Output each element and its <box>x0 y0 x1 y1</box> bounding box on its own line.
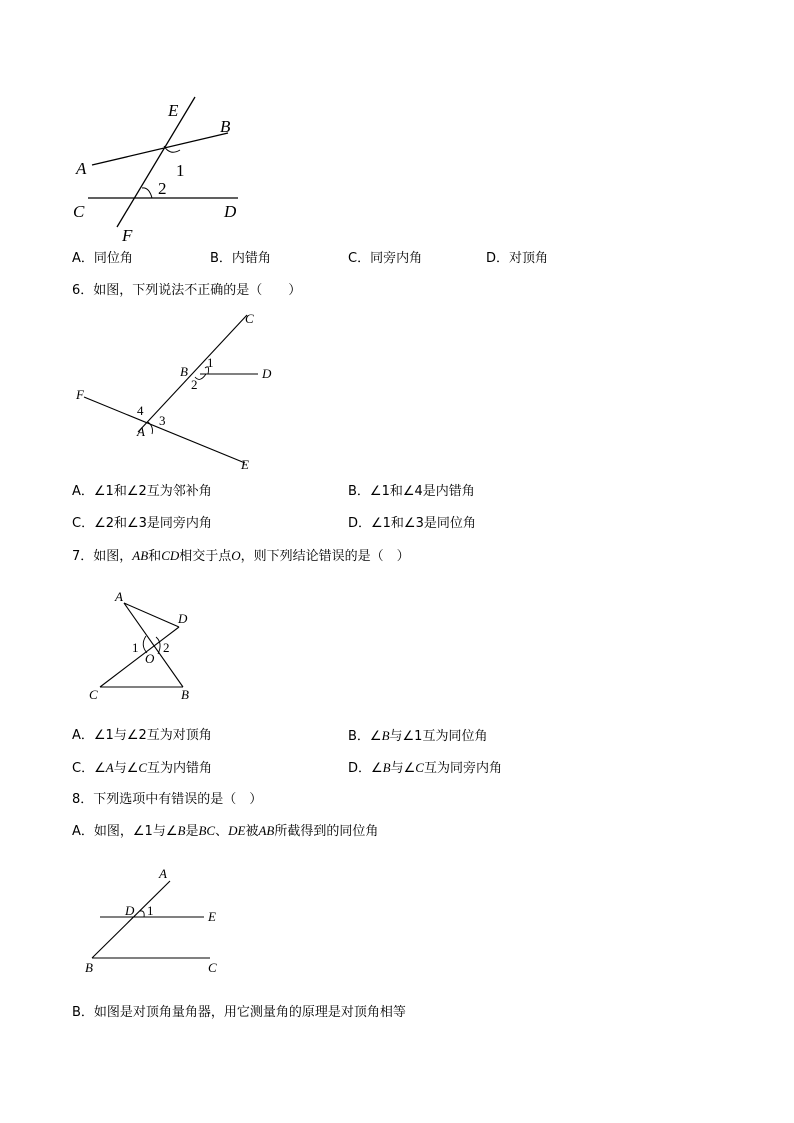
q6-figure <box>70 305 290 475</box>
label-C: C <box>89 687 98 702</box>
q7-option-c[interactable] <box>72 760 212 777</box>
label-E: E <box>208 909 216 924</box>
q8-stem: 8．下列选项中有错误的是（ ） <box>72 792 263 807</box>
label-B: B <box>220 117 231 136</box>
q8-a-AB: AB <box>258 823 275 838</box>
q7-figure <box>80 585 210 705</box>
q5-option-b[interactable]: B．内错角 <box>210 251 271 266</box>
q7-stem-part2: 和 <box>148 549 162 564</box>
q8-a-text4: 被 <box>245 824 259 839</box>
q7-b-B: B <box>381 728 390 743</box>
q7-b-text2: 与∠1互为同位角 <box>389 729 488 744</box>
q8-a-text2: 是 <box>185 824 199 839</box>
q7-c-A: A <box>105 760 114 775</box>
q8-a-text3: 、 <box>215 824 229 839</box>
q6-option-d[interactable]: D．∠1和∠3是同位角 <box>348 516 476 531</box>
label-D: D <box>224 202 237 221</box>
label-A: A <box>115 589 123 604</box>
label-2: 2 <box>158 179 167 198</box>
label-O: O <box>145 651 155 666</box>
q5-option-d[interactable]: D．对顶角 <box>486 251 549 266</box>
q8-figure <box>80 865 230 980</box>
q5-option-c[interactable]: C．同旁内角 <box>348 251 423 266</box>
q6-option-a[interactable]: A．∠1和∠2互为邻补角 <box>72 484 212 499</box>
q5-figure <box>60 90 260 250</box>
q7-stem-part4: ，则下列结论错误的是（ ） <box>240 549 410 564</box>
label-C: C <box>208 960 217 975</box>
label-A: A <box>76 159 87 178</box>
q7-option-b[interactable] <box>348 728 487 745</box>
q7-b-text1: B．∠ <box>348 729 382 744</box>
q7-d-text3: 互为同旁内角 <box>423 761 502 776</box>
label-F: F <box>122 226 133 245</box>
label-F: F <box>76 387 84 402</box>
q7-stem-part1: 7．如图， <box>72 549 133 564</box>
q7-c-text3: 互为内错角 <box>147 761 213 776</box>
label-B: B <box>85 960 93 975</box>
q8-a-B: B <box>177 823 186 838</box>
q7-stem-CD: CD <box>161 548 180 563</box>
angle-1-arc <box>140 911 144 917</box>
q7-option-a[interactable] <box>72 728 212 744</box>
q7-c-text2: 与∠ <box>113 761 139 776</box>
q7-a-text: A．∠1与∠2互为对顶角 <box>72 728 212 743</box>
q6-stem: 6．如图，下列说法不正确的是（ ） <box>72 283 302 298</box>
label-4: 4 <box>137 403 144 418</box>
q7-d-text2: 与∠ <box>390 761 416 776</box>
label-B: B <box>180 364 188 379</box>
line-AB <box>92 881 170 958</box>
label-D: D <box>125 903 135 918</box>
q7-d-C: C <box>415 760 424 775</box>
label-C: C <box>73 202 85 221</box>
q6-option-b[interactable]: B．∠1和∠4是内错角 <box>348 484 475 499</box>
line-FE <box>84 397 245 463</box>
label-C: C <box>245 311 254 326</box>
q7-stem <box>72 548 410 565</box>
q8-option-b[interactable]: B．如图是对顶角量角器，用它测量角的原理是对顶角相等 <box>72 1005 406 1020</box>
q7-c-text1: C．∠ <box>72 761 106 776</box>
label-A: A <box>159 866 167 881</box>
angle-2-arc <box>142 188 152 198</box>
q6-option-c[interactable]: C．∠2和∠3是同旁内角 <box>72 516 212 531</box>
label-A: A <box>137 424 145 439</box>
label-E: E <box>241 457 249 472</box>
label-1: 1 <box>132 640 139 655</box>
line-AB <box>92 133 228 165</box>
label-2: 2 <box>163 640 170 655</box>
q7-d-text1: D．∠ <box>348 761 383 776</box>
q5-option-a[interactable]: A．同位角 <box>72 251 133 266</box>
label-D: D <box>178 611 188 626</box>
label-D: D <box>262 366 272 381</box>
q8-a-DE: DE <box>228 823 246 838</box>
q7-stem-AB: AB <box>132 548 149 563</box>
label-1: 1 <box>147 903 154 918</box>
label-3: 3 <box>159 413 166 428</box>
label-B: B <box>181 687 189 702</box>
label-E: E <box>168 101 179 120</box>
q8-a-text5: 所截得到的同位角 <box>274 824 379 839</box>
q7-c-C: C <box>138 760 148 775</box>
q7-option-d[interactable] <box>348 760 502 777</box>
q8-a-text1: A．如图，∠1与∠ <box>72 824 178 839</box>
q8-option-a[interactable] <box>72 823 378 840</box>
q7-stem-part3: 相交于点 <box>179 549 232 564</box>
label-1: 1 <box>176 161 185 180</box>
q8-a-BC: BC <box>198 823 216 838</box>
q7-stem-O: O <box>231 548 241 563</box>
q7-d-B: B <box>382 760 391 775</box>
label-1: 1 <box>207 355 214 370</box>
segment-CD <box>100 627 179 687</box>
label-2: 2 <box>191 377 198 392</box>
